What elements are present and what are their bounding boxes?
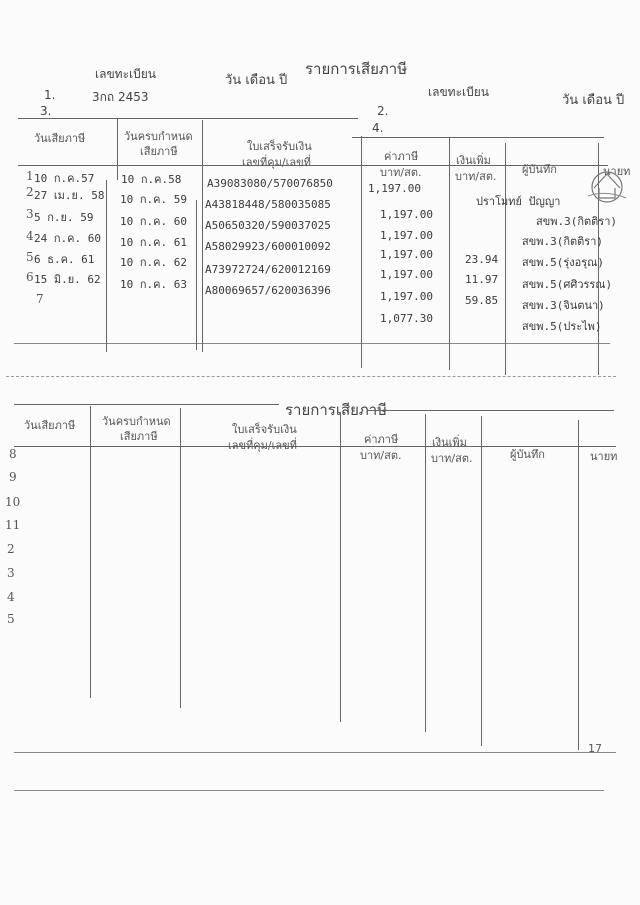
receipt-number: A50650320/590037025 [205,219,331,232]
header2-extra-l2: บาท/สต. [431,452,473,465]
row-number: 5 [26,250,34,264]
page-number: 17 [588,742,602,755]
due-date: 10 ก.ค.58 [121,173,182,186]
header-registrar: นายท [603,165,631,178]
row-number: 4 [26,229,34,243]
header2-tax-date: วันเสียภาษี [24,419,76,432]
extra-amount: 11.97 [465,273,499,286]
tax-date: 15 มิ.ย. 62 [34,273,101,286]
header-tax-date: วันเสียภาษี [34,132,86,145]
tax-date: 24 ก.ค. 60 [34,232,101,245]
header2-due-date-l1: วันครบกำหนด [102,415,171,428]
due-date: 10 ก.ค. 59 [120,193,187,206]
header2-tax-l2: บาท/สต. [360,449,402,462]
header-receipt-l2: เลขที่คุม/เลขที่ [242,156,311,169]
table2-title: รายการเสียภาษี [285,401,388,419]
recorder: สขพ.3(จินตนา) [522,299,605,312]
bottom-rule [14,790,604,791]
tax-amount: 1,197.00 [380,248,433,261]
header-tax-l2: บาท/สต. [380,166,422,179]
fold-divider [6,376,616,377]
header2-recorder: ผู้บันทึก [510,448,545,461]
receipt-number: A43818448/580035085 [205,198,331,211]
header-receipt-l1: ใบเสร็จรับเงิน [247,140,312,153]
tax-amount: 1,197.00 [368,182,421,195]
reg-label-right: เลขทะเบียน [428,85,489,99]
tax-amount: 1,197.00 [380,268,433,281]
due-date: 10 ก.ค. 60 [120,215,187,228]
receipt-number: A58029923/600010092 [205,240,331,253]
recorder: ปราโมทย์ ปัญญา [476,195,561,208]
extra-amount: 23.94 [465,253,499,266]
due-date: 10 ก.ค. 62 [120,256,187,269]
row-number: 9 [9,470,17,484]
extra-amount: 59.85 [465,294,499,307]
row-number: 1 [26,169,34,183]
header-extra-l2: บาท/สต. [455,170,497,183]
top-title: รายการเสียภาษี [305,60,408,78]
row-number: 5 [7,612,15,626]
header-due-date-l1: วันครบกำหนด [124,130,193,143]
recorder: สขพ.5(รุ่งอรุณ) [522,256,604,269]
tax-date: 27 เม.ย. 58 [34,189,105,202]
tax-amount: 1,197.00 [380,229,433,242]
tax-amount: 1,197.00 [380,208,433,221]
row-number: 6 [26,270,34,284]
header2-registrar: นายท [590,450,618,463]
header2-due-date-l2: เสียภาษี [120,430,158,443]
line3-number: 3. [40,104,52,118]
reg-label-left: เลขทะเบียน [95,67,156,81]
tax-amount: 1,077.30 [380,312,433,325]
header-tax-l1: ค่าภาษี [384,150,419,163]
row-number: 2 [26,185,34,199]
row-number: 7 [36,292,44,306]
header2-extra-l1: เงินเพิ่ม [432,436,467,449]
row-number: 3 [26,207,34,221]
line4-number: 4. [372,121,384,135]
recorder: สขพ.3(กิตติรา) [522,235,604,248]
header-recorder: ผู้บันทึก [522,163,557,176]
recorder: สขพ.3(กิตติรา) [536,215,618,228]
date-label-left: วัน เดือน ปี [225,73,288,88]
header-due-date-l2: เสียภาษี [140,145,178,158]
tax-date: 5 ก.ย. 59 [34,211,94,224]
row-number: 2 [7,542,15,556]
receipt-number: A73972724/620012169 [205,263,331,276]
registrar-stamp [586,168,628,206]
row-number: 8 [9,447,17,461]
date-label-right: วัน เดือน ปี [562,93,625,108]
due-date: 10 ก.ค. 61 [120,236,187,249]
line1-value: 3กถ 2453 [92,90,149,104]
line2-number: 2. [377,104,389,118]
receipt-number: A39083080/570076850 [207,177,333,190]
row-number: 11 [5,518,21,532]
header-extra-l1: เงินเพิ่ม [456,154,491,167]
row-number: 10 [5,495,21,509]
recorder: สขพ.5(ประไพ) [522,320,602,333]
row-number: 3 [7,566,15,580]
row-number: 4 [7,590,15,604]
header2-tax-l1: ค่าภาษี [364,433,399,446]
tax-date: 6 ธ.ค. 61 [34,253,95,266]
receipt-number: A80069657/620036396 [205,284,331,297]
tax-date: 10 ก.ค.57 [34,172,95,185]
line1-number: 1. [44,88,56,102]
recorder: สขพ.5(ศศิวรรณ) [522,278,613,291]
tax-amount: 1,197.00 [380,290,433,303]
header2-receipt-l1: ใบเสร็จรับเงิน [232,423,297,436]
due-date: 10 ก.ค. 63 [120,278,187,291]
header2-receipt-l2: เลขที่คุม/เลขที่ [228,439,297,452]
